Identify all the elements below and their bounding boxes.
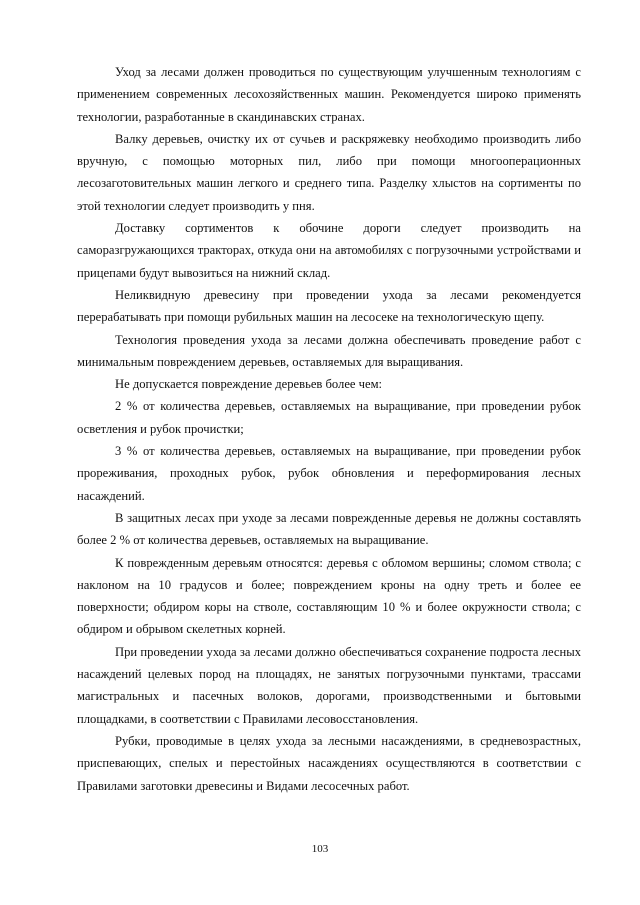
paragraph: Неликвидную древесину при проведении ухода за лесами рекомендуется перерабатывать при помощи рубильных машин на лесосеке на технологическую щепу. <box>77 287 581 325</box>
paragraph: 3 % от количества деревьев, оставляемых на выращивание, при проведении рубок прореживания, проходных рубок, рубок обновления и переформирования лесных насаждений. <box>77 444 581 503</box>
paragraph: К поврежденным деревьям относятся: деревья с обломом вершины; сломом ствола; с наклоном на 10 градусов и более; повреждением кроны на одну треть и более ее поверхности; обдиром коры на стволе, составляющим 10 % и более окружности ствола; с обдиром и обрывом скелетных корней. <box>77 555 581 637</box>
paragraph: При проведении ухода за лесами должно обеспечиваться сохранение подроста лесных насаждений целевых пород на площадях, не занятых погрузочными пунктами, трассами магистральных и пасечных волоков, дорогами, производственными и бытовыми площадками, в соответствии с Правилами лесовосстановления. <box>77 644 581 726</box>
body-text <box>77 61 581 797</box>
paragraph: 2 % от количества деревьев, оставляемых на выращивание, при проведении рубок осветления и рубок прочистки; <box>77 399 581 436</box>
paragraph: Не допускается повреждение деревьев более чем: <box>115 377 383 392</box>
paragraph: Рубки, проводимые в целях ухода за лесными насаждениями, в средневозрастных, приспевающих, спелых и перестойных насаждениях осуществляются в соответствии с Правилами заготовки древесины и Видами лесосечных работ. <box>77 733 581 793</box>
paragraph: Доставку сортиментов к обочине дороги следует производить на саморазгружающихся тракторах, откуда они на автомобилях с погрузочными устройствами и прицепами будут вывозиться на нижний склад. <box>77 221 581 280</box>
paragraph: В защитных лесах при уходе за лесами поврежденные деревья не должны составлять более 2 % от количества деревьев, оставляемых на выращивание. <box>77 510 581 548</box>
paragraph: Валку деревьев, очистку их от сучьев и раскряжевку необходимо производить либо вручную, с помощью моторных пил, либо при помощи многооперационных лесозаготовительных машин легкого и среднего типа. Разделку хлыстов на сортименты по этой технологии следует производить у пня. <box>77 131 581 213</box>
page-number: 103 <box>311 843 329 855</box>
paragraph: Технология проведения ухода за лесами должна обеспечивать проведение работ с минимальным повреждением деревьев, оставляемых для выращивания. <box>77 332 581 369</box>
paragraph: Уход за лесами должен проводиться по существующим улучшенным технологиям с применением современных лесохозяйственных машин. Рекомендуется широко применять технологии, разработанные в скандинавских странах. <box>77 65 581 124</box>
